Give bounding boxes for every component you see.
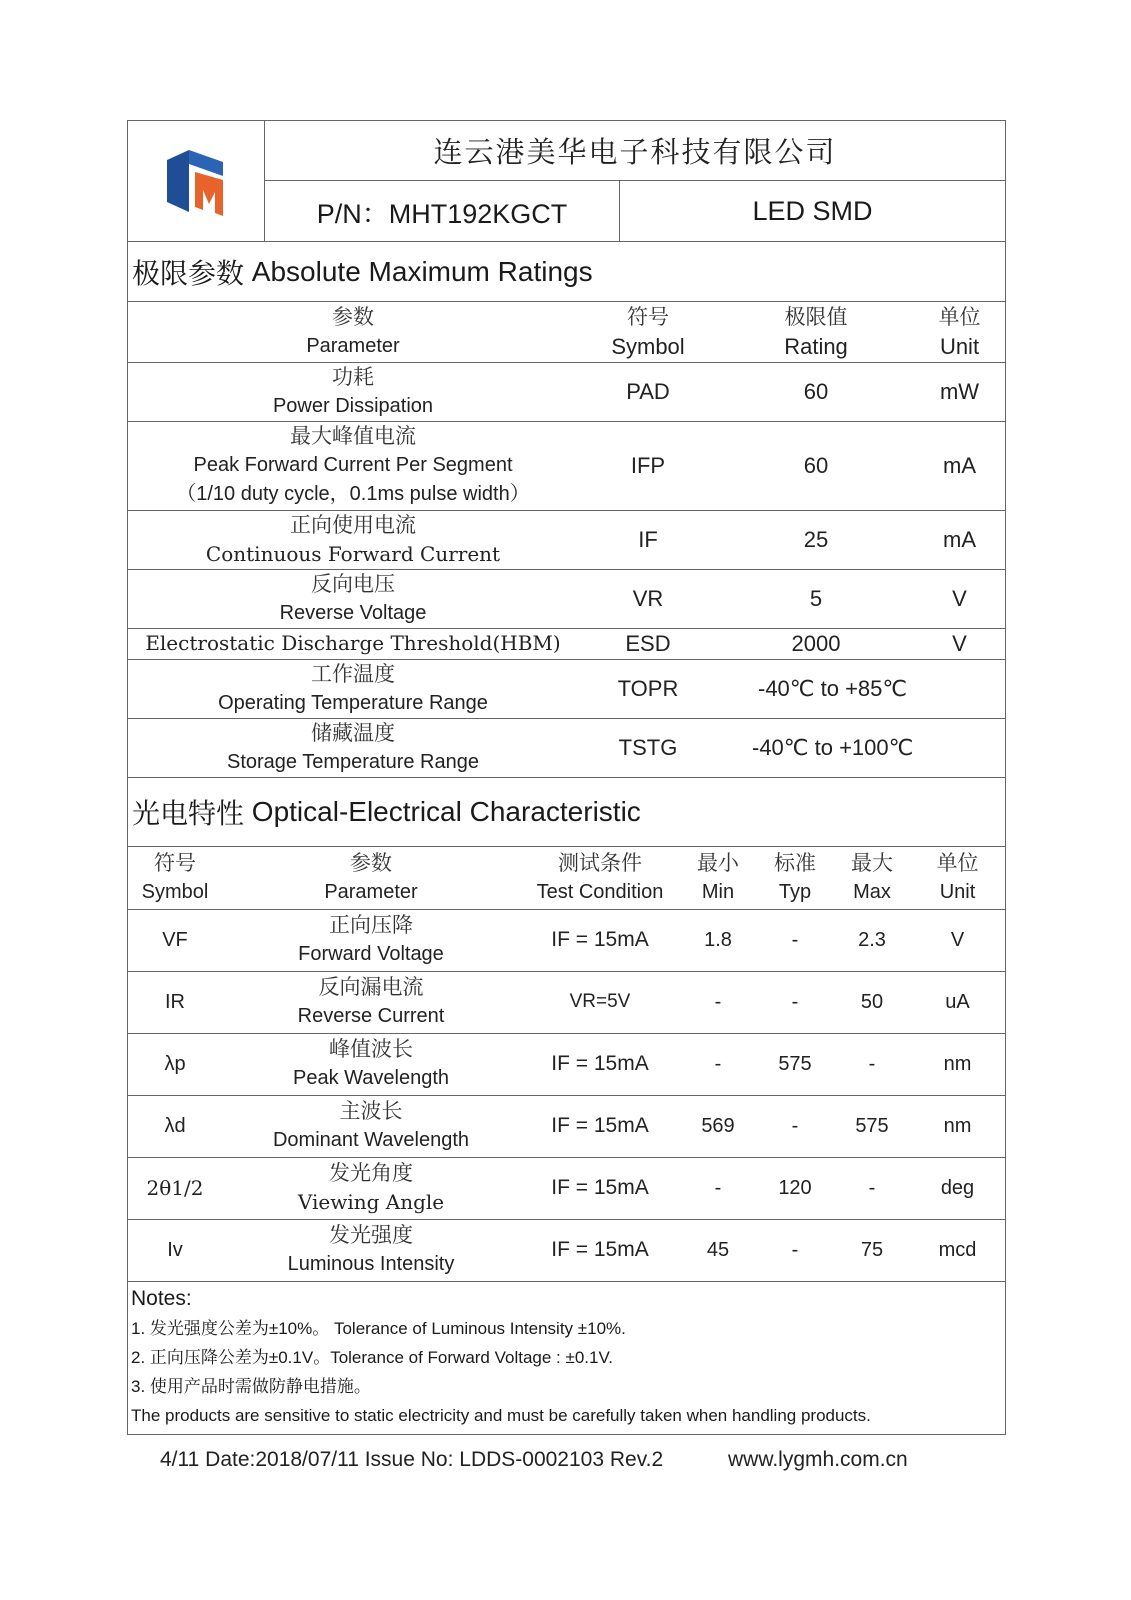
table-row [128, 569, 1005, 628]
table-row [128, 510, 1005, 569]
typ-cell: - [756, 971, 834, 1033]
amr-head-zh: 符号 [627, 304, 669, 329]
param-zh: 正向压降 [329, 913, 413, 937]
note-item: 1. 发光强度公差为±10%。 Tolerance of Luminous Intensity ±10%. [131, 1319, 626, 1338]
notes-block [128, 1281, 1005, 1434]
param-zh: 工作温度 [311, 661, 395, 686]
min-cell: 1.8 [680, 909, 756, 971]
unit-cell: mA [914, 421, 1005, 510]
oec-head-en: Typ [778, 880, 812, 903]
note-item: 2. 正向压降公差为±0.1V。Tolerance of Forward Voltage : ±0.1V. [131, 1348, 613, 1367]
param-en: Reverse Voltage [279, 601, 427, 624]
condition-cell: IF = 15mA [551, 1238, 649, 1262]
max-cell: 2.3 [834, 909, 910, 971]
param-zh: 发光角度 [329, 1161, 413, 1185]
condition-cell: IF = 15mA [520, 1095, 680, 1157]
symbol-cell: TOPR [578, 659, 718, 718]
condition-cell: IF = 15mA [520, 1157, 680, 1219]
unit-cell: deg [910, 1157, 1005, 1219]
oec-head-en: Test Condition [536, 880, 664, 903]
max-cell: 75 [860, 1238, 884, 1261]
amr-head-en: Symbol [611, 333, 685, 359]
table-row [128, 659, 1005, 718]
note-item: The products are sensitive to static electricity and must be carefully taken when handling products. [131, 1406, 871, 1425]
symbol-cell: λp [128, 1033, 222, 1095]
symbol-cell: ESD [578, 628, 718, 659]
oec-head-zh: 最大 [851, 850, 893, 875]
unit-cell: V [914, 628, 1005, 659]
max-cell: - [834, 1157, 910, 1219]
param-en: Viewing Angle [297, 1190, 445, 1214]
rating-cell: 25 [718, 510, 914, 569]
oec-title-zh: 光电特性 [132, 797, 245, 830]
param-en: Electrostatic Discharge Threshold(HBM) [145, 631, 561, 655]
param-zh: 主波长 [339, 1099, 403, 1123]
oec-head-en: Unit [939, 880, 976, 903]
param-en: Reverse Current [297, 1005, 445, 1027]
min-cell: 569 [680, 1095, 756, 1157]
param-en: Peak Forward Current Per Segment [193, 454, 513, 476]
company-logo [128, 121, 265, 241]
param-en: Power Dissipation [272, 394, 434, 417]
rating-cell: 5 [718, 569, 914, 628]
typ-cell: - [756, 909, 834, 971]
oec-section-title [128, 777, 1005, 847]
condition-cell: IF = 15mA [520, 909, 680, 971]
symbol-cell: VF [128, 909, 222, 971]
rating-cell: 60 [718, 421, 914, 510]
condition-cell: VR=5V [520, 971, 680, 1033]
param-zh: 峰值波长 [329, 1037, 413, 1061]
oec-head-zh: 参数 [350, 850, 392, 875]
oec-title-en: Optical-Electrical Characteristic [251, 796, 641, 827]
product-type: LED SMD [752, 195, 873, 226]
param-zh: 功耗 [332, 364, 374, 389]
notes-title: Notes: [131, 1287, 192, 1310]
amr-head-zh: 参数 [332, 304, 374, 329]
typ-cell: - [756, 1095, 834, 1157]
param-zh: 正向使用电流 [290, 512, 416, 537]
param-zh: 发光强度 [329, 1223, 413, 1248]
amr-header-row [128, 302, 1005, 362]
amr-head-en: Rating [784, 333, 848, 359]
company-name: 连云港美华电子科技有限公司 [265, 121, 1005, 181]
amr-head-en: Parameter [306, 334, 400, 357]
unit-cell: mA [914, 510, 1005, 569]
param-zh: 反向电压 [311, 571, 395, 596]
table-row [128, 909, 1005, 971]
unit-cell: V [914, 569, 1005, 628]
param-en: Continuous Forward Current [205, 541, 501, 566]
table-row [128, 718, 1005, 777]
param-en: Luminous Intensity [287, 1253, 455, 1276]
oec-head-zh: 最小 [697, 850, 739, 875]
oec-head-en: Symbol [141, 880, 209, 903]
param-note: （1/10 duty cycle，0.1ms pulse width） [176, 483, 530, 505]
min-cell: - [680, 1157, 756, 1219]
typ-cell: 120 [756, 1157, 834, 1219]
table-row [128, 421, 1005, 510]
amr-head-en: Unit [939, 333, 980, 359]
rating-cell: -40℃ to +100℃ [752, 734, 914, 760]
symbol-cell: VR [578, 569, 718, 628]
amr-title-en: Absolute Maximum Ratings [251, 255, 593, 287]
oec-head-zh: 符号 [154, 850, 196, 875]
unit-cell: nm [910, 1095, 1005, 1157]
rating-cell: -40℃ to +85℃ [718, 659, 1005, 718]
symbol-cell: λd [128, 1095, 222, 1157]
symbol-cell: 2θ1/2 [128, 1157, 222, 1219]
table-row [128, 628, 1005, 659]
footer-issue-info: 4/11 Date:2018/07/11 Issue No: LDDS-0002103 Rev.2 [160, 1448, 664, 1471]
table-row [128, 1157, 1005, 1219]
param-zh: 最大峰值电流 [290, 424, 416, 448]
typ-cell: - [791, 1238, 799, 1261]
max-cell: - [834, 1033, 910, 1095]
param-en: Forward Voltage [298, 943, 444, 965]
amr-head-zh: 极限值 [784, 304, 848, 329]
company-logo-icon [161, 142, 231, 220]
min-cell: 45 [706, 1238, 730, 1261]
note-item: 3. 使用产品时需做防静电措施。 [131, 1377, 371, 1396]
symbol-cell: Iv [167, 1238, 183, 1261]
param-en: Storage Temperature Range [226, 750, 479, 773]
rating-cell: 2000 [718, 628, 914, 659]
table-row [128, 1219, 1005, 1281]
typ-cell: 575 [756, 1033, 834, 1095]
oec-header-row [128, 847, 1005, 909]
condition-cell: IF = 15mA [520, 1033, 680, 1095]
header-block [128, 121, 1005, 242]
datasheet-sheet [127, 120, 1006, 1435]
oec-head-en: Min [701, 880, 735, 903]
symbol-cell: TSTG [618, 734, 678, 760]
table-row [128, 362, 1005, 421]
max-cell: 575 [834, 1095, 910, 1157]
amr-head-zh: 单位 [938, 304, 981, 329]
symbol-cell: PAD [578, 362, 718, 421]
param-zh: 储藏温度 [311, 720, 395, 745]
min-cell: - [680, 971, 756, 1033]
unit-cell: V [910, 909, 1005, 971]
unit-cell: uA [910, 971, 1005, 1033]
unit-cell: mcd [938, 1238, 977, 1261]
param-en: Peak Wavelength [292, 1067, 449, 1089]
footer-website-link[interactable]: www.lygmh.com.cn [728, 1448, 908, 1471]
min-cell: - [680, 1033, 756, 1095]
oec-table [128, 847, 1005, 1281]
unit-cell: nm [910, 1033, 1005, 1095]
symbol-cell: IFP [578, 421, 718, 510]
max-cell: 50 [834, 971, 910, 1033]
table-row [128, 971, 1005, 1033]
param-en: Dominant Wavelength [272, 1129, 470, 1151]
oec-head-en: Parameter [324, 880, 418, 903]
oec-head-en: Max [853, 880, 891, 903]
unit-cell: mW [914, 362, 1005, 421]
oec-head-zh: 单位 [936, 850, 979, 875]
oec-head-zh: 测试条件 [558, 850, 642, 875]
amr-table [128, 302, 1005, 777]
table-row [128, 1033, 1005, 1095]
symbol-cell: IF [578, 510, 718, 569]
oec-head-zh: 标准 [774, 850, 816, 875]
param-en: Operating Temperature Range [218, 691, 488, 714]
amr-section-title [128, 242, 1005, 302]
table-row [128, 1095, 1005, 1157]
symbol-cell: IR [128, 971, 222, 1033]
param-zh: 反向漏电流 [318, 975, 424, 999]
part-number: P/N：MHT192KGCT [265, 181, 620, 241]
amr-title-zh: 极限参数 [132, 256, 245, 290]
rating-cell: 60 [718, 362, 914, 421]
